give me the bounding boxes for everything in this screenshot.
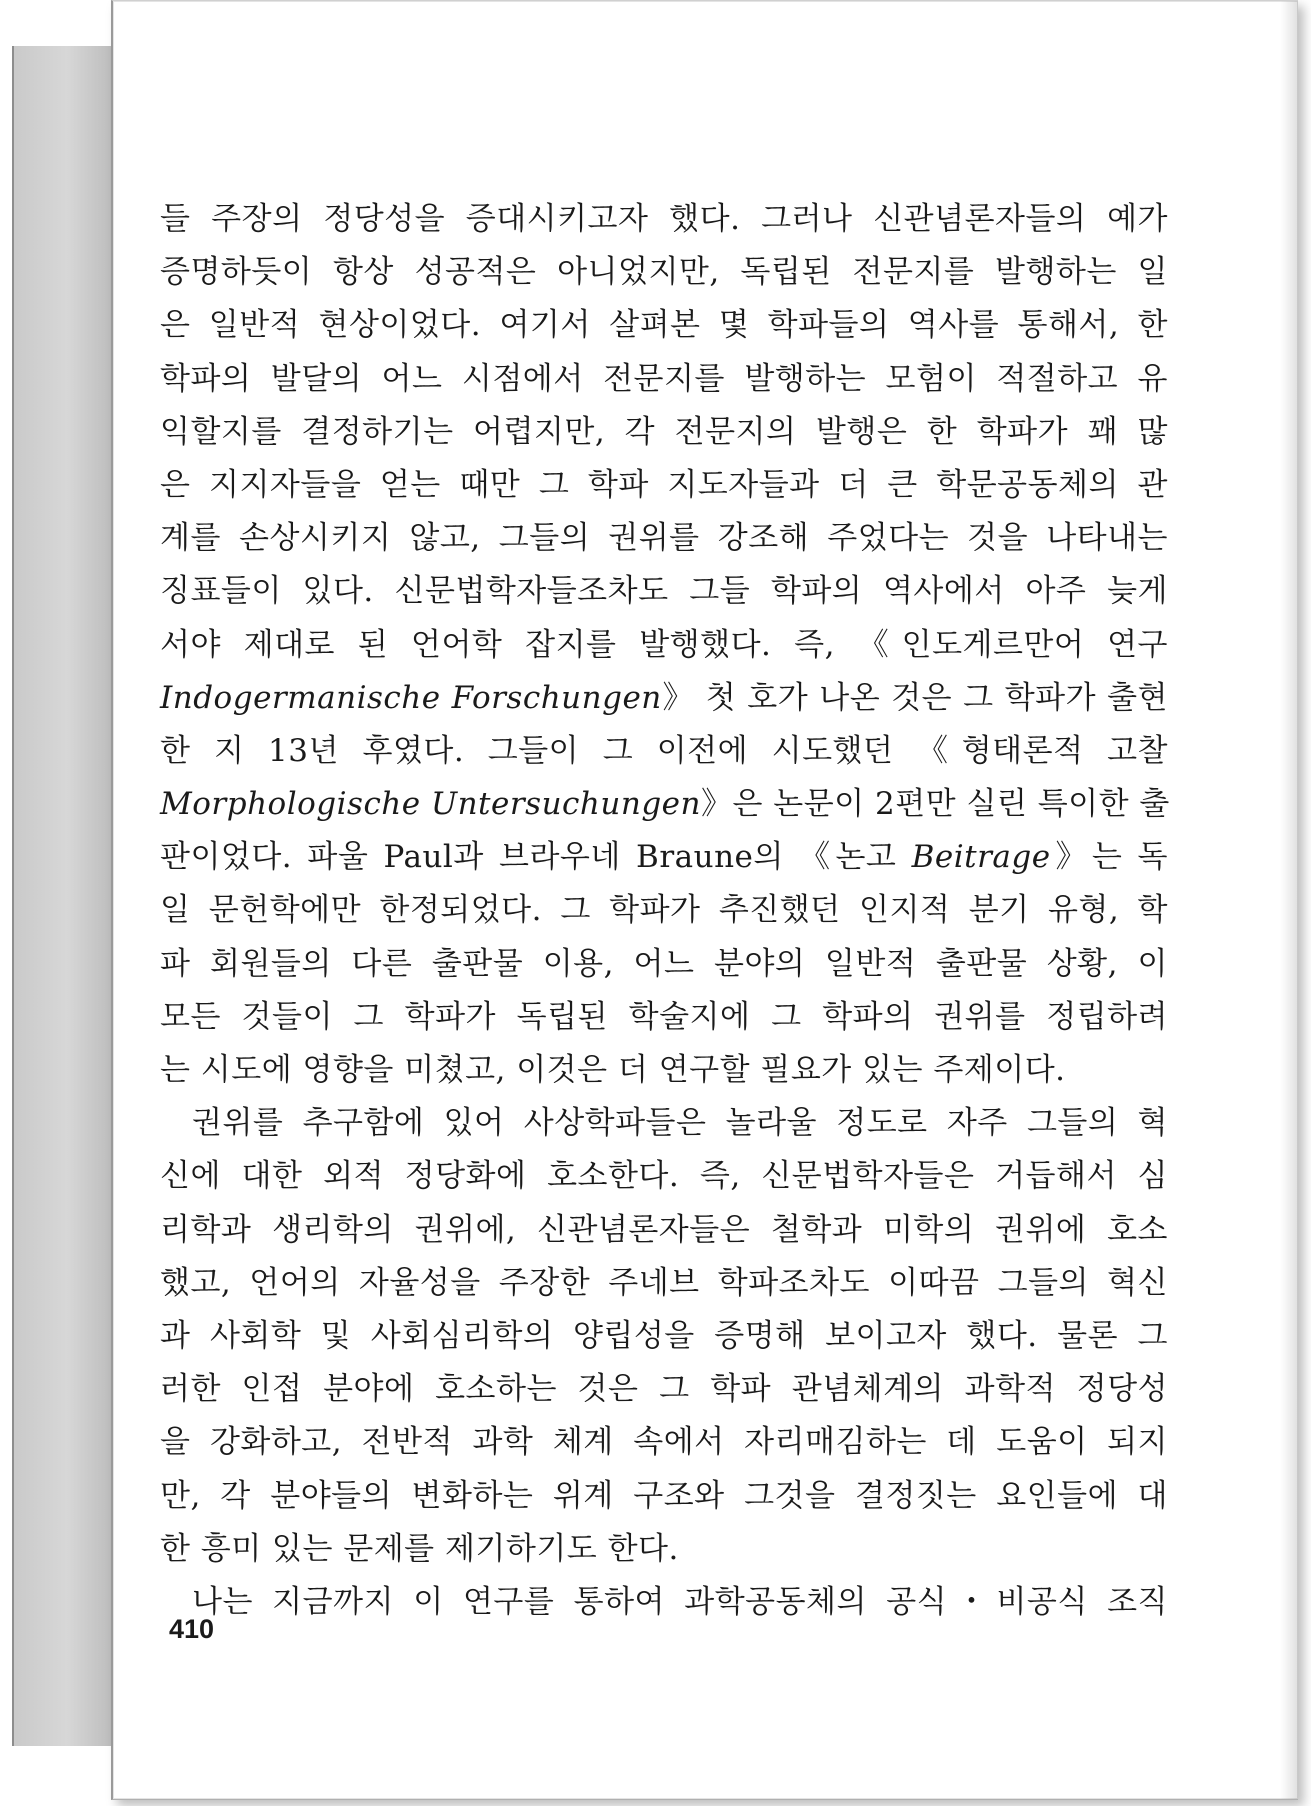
text-segment: 만, 각 분야들의 변화하는 위계 구조와 그것을 결정짓는 요인들에 대 [160, 1477, 1168, 1514]
text-line [160, 1576, 1168, 1629]
text-segment: 과 사회학 및 사회심리학의 양립성을 증명해 보이고자 했다. 물론 그 [160, 1317, 1168, 1354]
text-segment: 서야 제대로 된 언어학 잡지를 발행했다. 즉, 《인도게르만어 연구 [160, 626, 1168, 663]
text-line [160, 991, 1168, 1044]
text-segment: 는 시도에 영향을 미쳤고, 이것은 더 연구할 필요가 있는 주제이다. [160, 1052, 1066, 1088]
body-text [160, 193, 1168, 1629]
text-segment: 학파의 발달의 어느 시점에서 전문지를 발행하는 모험이 적절하고 유 [160, 360, 1168, 397]
text-line [160, 1150, 1168, 1203]
italic-term: Beitrage [911, 839, 1051, 876]
text-segment: 한 흥미 있는 문제를 제기하기도 한다. [160, 1530, 679, 1567]
text-line [160, 725, 1168, 778]
text-line [160, 1470, 1168, 1523]
text-segment: 리학과 생리학의 권위에, 신관념론자들은 철학과 미학의 권위에 호소 [160, 1211, 1168, 1248]
page-number: 410 [169, 1614, 215, 1644]
text-segment: 한 지 13년 후였다. 그들이 그 이전에 시도했던 《형태론적 고찰 [160, 732, 1168, 769]
text-segment: 파 회원들의 다른 출판물 이용, 어느 분야의 일반적 출판물 상황, 이 [160, 945, 1168, 982]
text-line [160, 1204, 1168, 1257]
text-line [160, 299, 1168, 352]
text-line [160, 406, 1168, 459]
text-line [160, 1044, 1168, 1097]
text-segment: 러한 인접 분야에 호소하는 것은 그 학파 관념체계의 과학적 정당성 [160, 1371, 1168, 1408]
book-edge-line [12, 46, 14, 1746]
italic-term: Indogermanische Forschungen [160, 679, 662, 716]
text-segment: 권위를 추구함에 있어 사상학파들은 놀라울 정도로 자주 그들의 혁 [192, 1105, 1168, 1142]
text-line [160, 565, 1168, 618]
text-segment: 》은 논문이 2편만 실린 특이한 출 [700, 786, 1170, 823]
text-segment: 은 지지자들을 얻는 때만 그 학파 지도자들과 더 큰 학문공동체의 관 [160, 466, 1168, 503]
book-edge [12, 46, 112, 1746]
text-segment: 은 일반적 현상이었다. 여기서 살펴본 몇 학파들의 역사를 통해서, 한 [160, 307, 1168, 344]
text-segment: 들 주장의 정당성을 증대시키고자 했다. 그러나 신관념론자들의 예가 [160, 201, 1168, 237]
text-line [160, 672, 1168, 725]
text-line [160, 1310, 1168, 1363]
text-line [160, 884, 1168, 937]
text-line [160, 459, 1168, 512]
text-line [160, 619, 1168, 672]
text-segment: 징표들이 있다. 신문법학자들조차도 그들 학파의 역사에서 아주 늦게 [160, 573, 1168, 610]
text-line [160, 1416, 1168, 1469]
text-line [160, 1523, 1168, 1576]
text-segment: 증명하듯이 항상 성공적은 아니었지만, 독립된 전문지를 발행하는 일 [160, 254, 1168, 291]
text-segment: 나는 지금까지 이 연구를 통하여 과학공동체의 공식・비공식 조직 [192, 1583, 1168, 1620]
text-segment: 모든 것들이 그 학파가 독립된 학술지에 그 학파의 권위를 정립하려 [160, 998, 1168, 1035]
text-segment: 을 강화하고, 전반적 과학 체계 속에서 자리매김하는 데 도움이 되지 [160, 1424, 1168, 1461]
text-segment: 판이었다. 파울 Paul과 브라우네 Braune의 《논고 [160, 839, 912, 876]
text-line [160, 938, 1168, 991]
text-segment: 일 문헌학에만 한정되었다. 그 학파가 추진했던 인지적 분기 유형, 학 [160, 892, 1168, 929]
text-line [160, 512, 1168, 565]
text-line [160, 831, 1168, 884]
text-line [160, 246, 1168, 299]
text-line [160, 1097, 1168, 1150]
text-segment: 익할지를 결정하기는 어렵지만, 각 전문지의 발행은 한 학파가 꽤 많 [160, 413, 1168, 450]
text-segment: 했고, 언어의 자율성을 주장한 주네브 학파조차도 이따끔 그들의 혁신 [160, 1264, 1168, 1301]
text-line [160, 193, 1168, 246]
text-segment: 》는 독 [1050, 839, 1169, 876]
text-line [160, 1257, 1168, 1310]
italic-term: Morphologische Untersuchungen [160, 786, 701, 823]
text-line [160, 778, 1168, 831]
text-line [160, 353, 1168, 406]
text-line [160, 1363, 1168, 1416]
page-shadow [1280, 1, 1298, 1799]
text-segment: 계를 손상시키지 않고, 그들의 권위를 강조해 주었다는 것을 나타내는 [160, 520, 1168, 557]
text-segment: 신에 대한 외적 정당화에 호소한다. 즉, 신문법학자들은 거듭해서 심 [160, 1158, 1168, 1195]
text-segment: 》 첫 호가 나온 것은 그 학파가 출현 [661, 679, 1168, 716]
